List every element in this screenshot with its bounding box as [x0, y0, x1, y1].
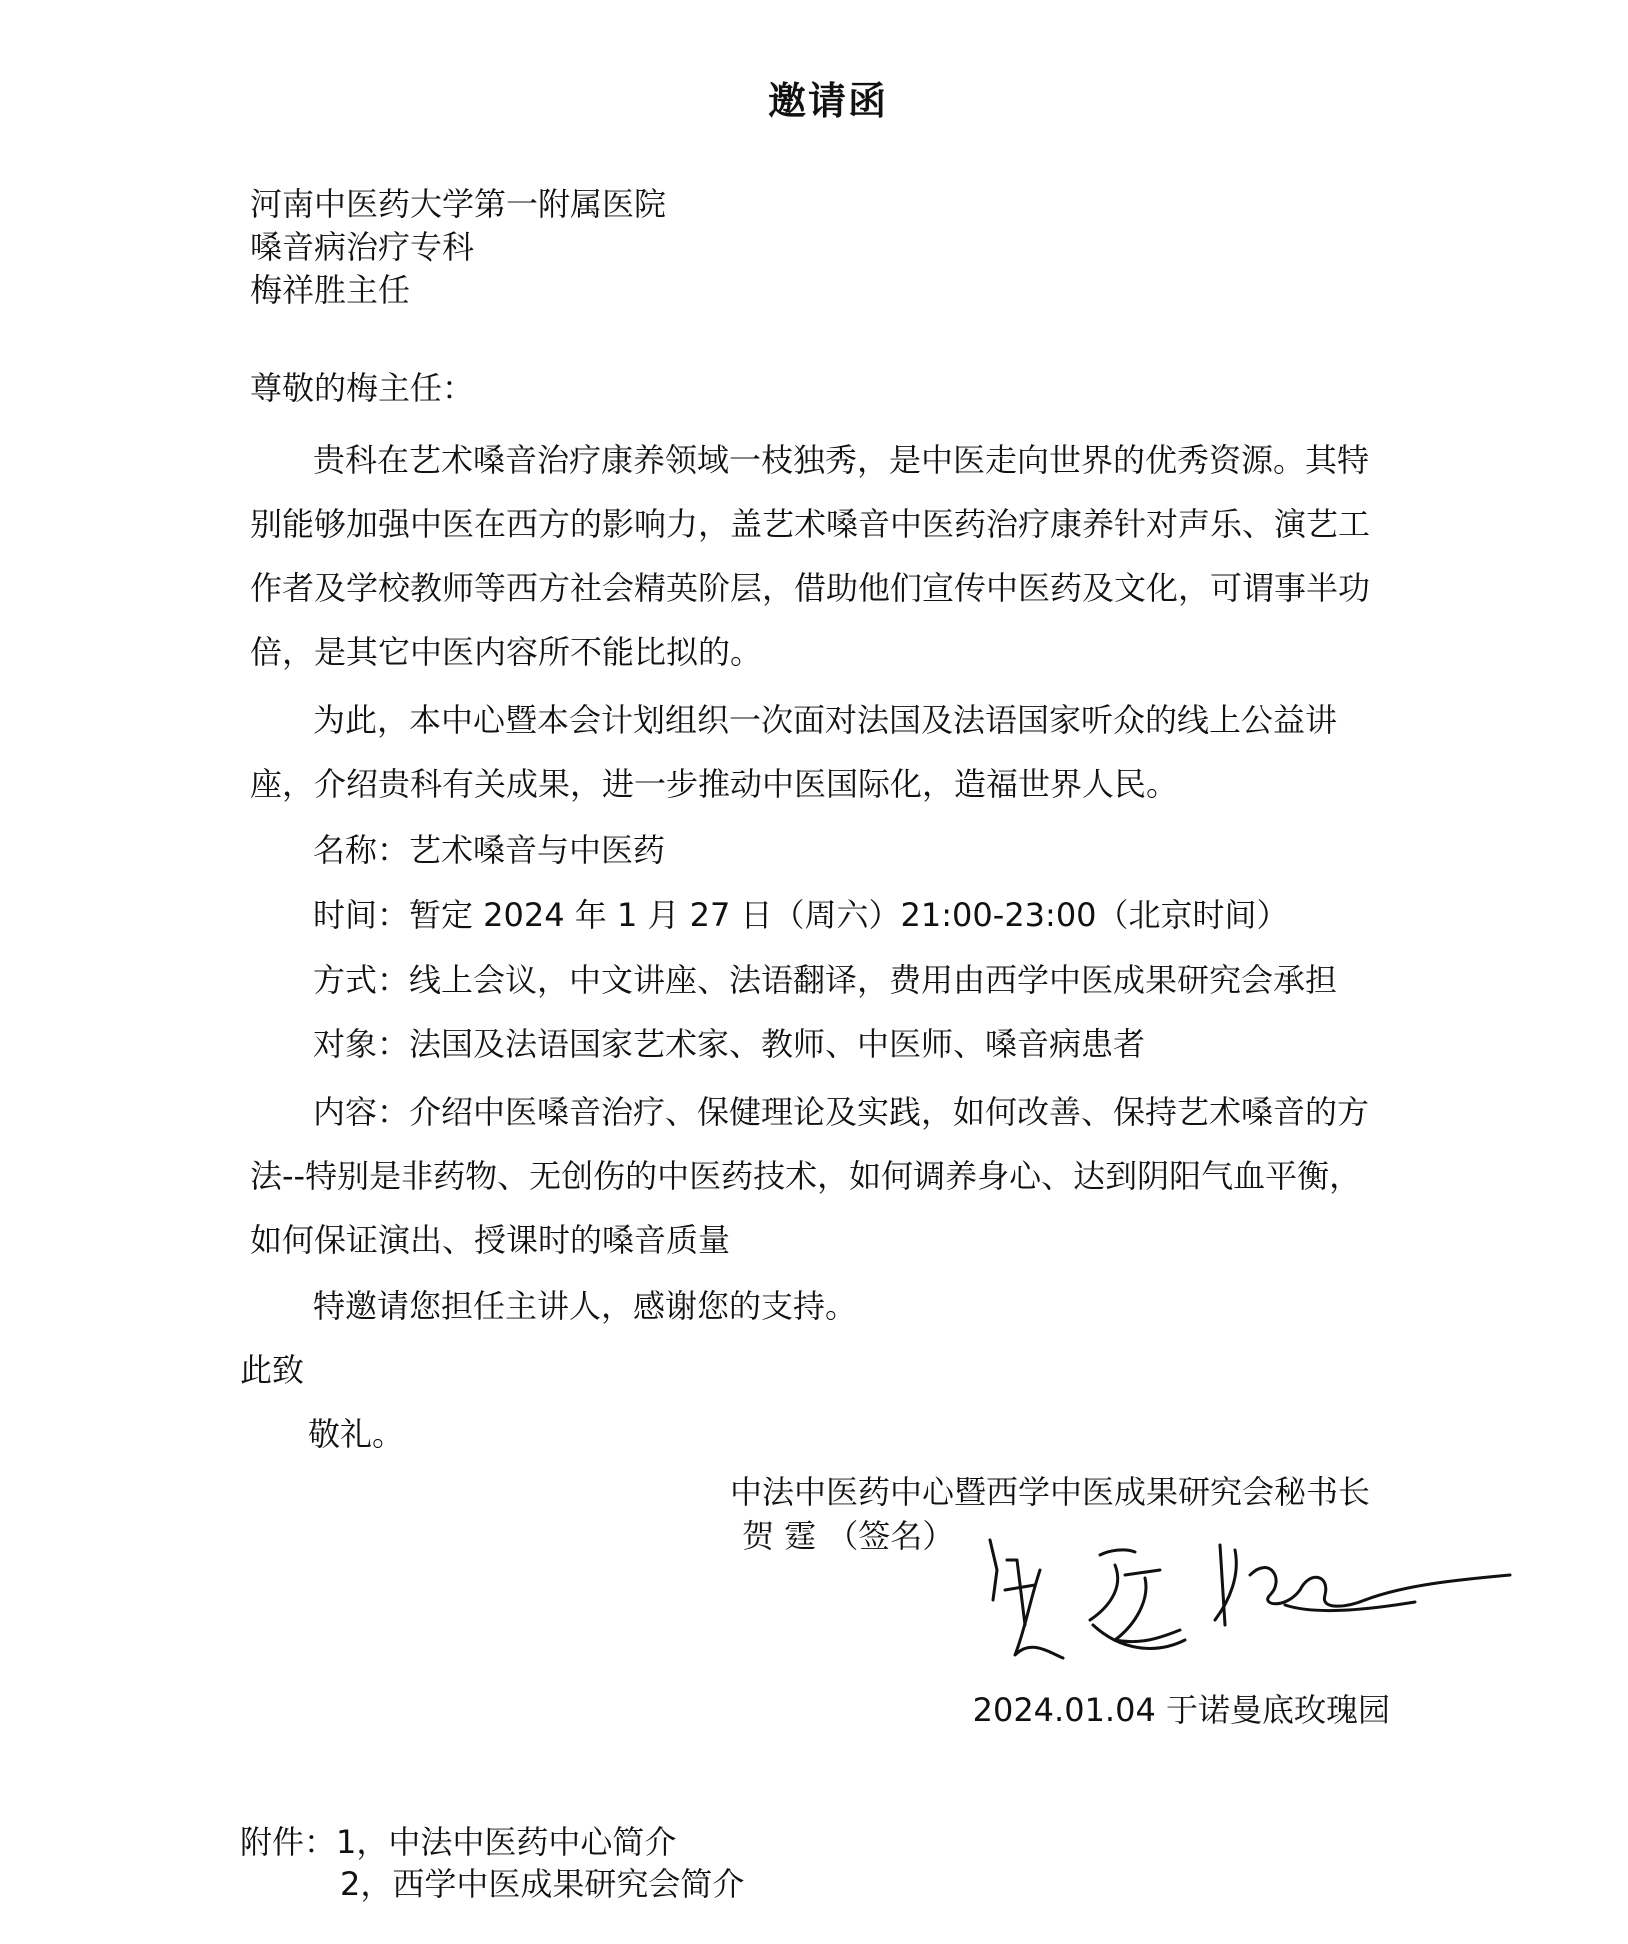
paragraph1-line: 倍，是其它中医内容所不能比拟的。 — [250, 633, 763, 671]
signatory-title: 中法中医药中心暨西学中医成果研究会秘书长 — [730, 1473, 1371, 1511]
paragraph2-line: 为此，本中心暨本会计划组织一次面对法国及法语国家听众的线上公益讲 — [313, 701, 1338, 739]
letter-title: 邀请函 — [767, 79, 888, 123]
closing-cizhi: 此致 — [240, 1351, 305, 1389]
paragraph2-line: 座，介绍贵科有关成果，进一步推动中医国际化，造福世界人民。 — [250, 765, 1179, 803]
letter-date-place: 2024.01.04 于诺曼底玫瑰园 — [972, 1691, 1390, 1729]
detail-audience: 对象：法国及法语国家艺术家、教师、中医师、嗓音病患者 — [313, 1025, 1146, 1063]
recipient-department: 嗓音病治疗专科 — [250, 228, 475, 266]
detail-name: 名称：艺术嗓音与中医药 — [313, 831, 666, 869]
attachment-item-2: 2，西学中医成果研究会简介 — [340, 1865, 745, 1903]
signatory-name: 贺 霆 （签名） — [742, 1517, 955, 1555]
paragraph1-line: 贵科在艺术嗓音治疗康养领域一枝独秀，是中医走向世界的优秀资源。其特 — [313, 441, 1370, 479]
detail-mode: 方式：线上会议，中文讲座、法语翻译，费用由西学中医成果研究会承担 — [313, 961, 1338, 999]
attachment-item-1: 附件：1，中法中医药中心简介 — [240, 1823, 677, 1861]
invitation-sentence: 特邀请您担任主讲人，感谢您的支持。 — [313, 1287, 858, 1325]
recipient-institution: 河南中医药大学第一附属医院 — [250, 185, 667, 223]
salutation: 尊敬的梅主任： — [250, 369, 475, 407]
detail-content-line: 内容：介绍中医嗓音治疗、保健理论及实践，如何改善、保持艺术嗓音的方 — [313, 1093, 1370, 1131]
detail-time: 时间：暂定 2024 年 1 月 27 日（周六）21:00-23:00（北京时间） — [313, 896, 1289, 934]
recipient-name: 梅祥胜主任 — [250, 271, 411, 309]
closing-jingli: 敬礼。 — [308, 1415, 405, 1453]
detail-content-line: 法--特别是非药物、无创伤的中医药技术，如何调养身心、达到阴阳气血平衡， — [250, 1157, 1362, 1195]
paragraph1-line: 别能够加强中医在西方的影响力，盖艺术嗓音中医药治疗康养针对声乐、演艺工 — [250, 505, 1371, 543]
handwritten-signature — [985, 1530, 1515, 1670]
detail-content-line: 如何保证演出、授课时的嗓音质量 — [250, 1221, 731, 1259]
paragraph1-line: 作者及学校教师等西方社会精英阶层，借助他们宣传中医药及文化，可谓事半功 — [250, 569, 1371, 607]
